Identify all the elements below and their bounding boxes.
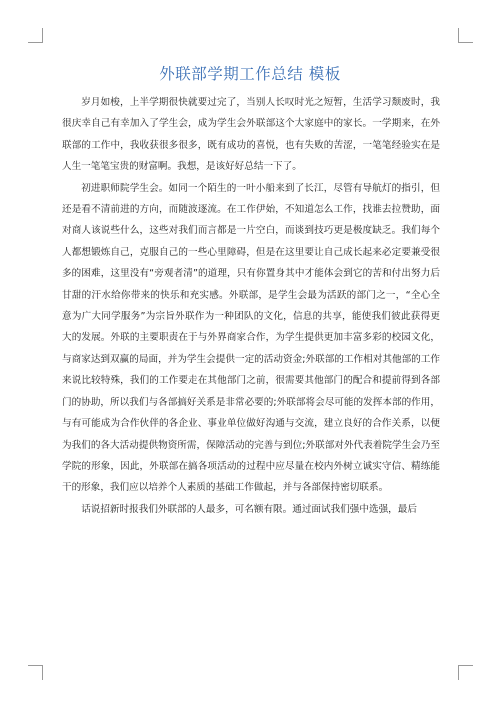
paragraph-1: 岁月如梭，上半学期很快就要过完了，当别人长叹时光之短暂，生活学习颓废时，我很庆幸自己有幸加入了学生会，成为学生会外联部这个大家庭中的家长。一学期来，在外联部的工作中，我收获很多很多，既有成功的喜悦，也有失败的苦涩，一笔笔经验实在是人生一笔笔宝贵的财富啊。我想，是该好好总结一下了。 [62, 97, 440, 173]
paragraph-2: 初进职师院学生会。如同一个陌生的一叶小船来到了长江，尽管有导航灯的指引，但还是看不清前进的方向，而随波逐流。在工作伊始，不知道怎么工作，找谁去拉赞助，面对商人该说些什么，这些对我们而言都是一片空白，而谈到技巧更是极度缺乏。我们每个人都想锻炼自己，克服自己的一些心里障碍，但是在这里要让自己成长起来必定要兼受很多的困难，这里没有“旁观者清”的道理，只有你置身其中才能体会到它的苦和付出努力后甘甜的汗水给你带来的快乐和充实感。外联部，是学生会最为活跃的部门之一，“全心全意为广大同学服务”为宗旨外联作为一种团队的文化，信息的共享，能使我们彼此获得更大的发展。外联的主要职责在于与外界商家合作，为学生提供更加丰富多彩的校园文化，与商家达到双赢的局面，并为学生会提供一定的活动资金;外联部的工作相对其他部的工作来说比较特殊，我们的工作要走在其他部门之前，很需要其他部门的配合和提前得到各部门的协助，所以我们与各部搞好关系是非常必要的;外联部将会尽可能的发挥本部的作用，与有可能成为合作伙伴的各企业、事业单位做好沟通与交流，建立良好的合作关系，以便为我们的各大活动提供物资所需，保障活动的完善与到位;外联部对外代表着院学生会乃至学院的形象，因此，外联部在搞各项活动的过程中应尽量在校内外树立诚实守信、精练能干的形象，我们应以培养个人素质的基础工作做起，并与各部保持密切联系。 [62, 182, 440, 494]
document-body [62, 92, 440, 520]
crop-mark-top-right [458, 28, 473, 43]
paragraph-3: 话说招新时报我们外联部的人最多，可名额有限。通过面试我们强中选强，最后 [81, 503, 417, 515]
crop-mark-bottom-left [28, 665, 43, 680]
crop-mark-top-left [28, 28, 43, 43]
document-title: 外联部学期工作总结 模板 [159, 65, 341, 83]
crop-mark-bottom-right [458, 665, 473, 680]
